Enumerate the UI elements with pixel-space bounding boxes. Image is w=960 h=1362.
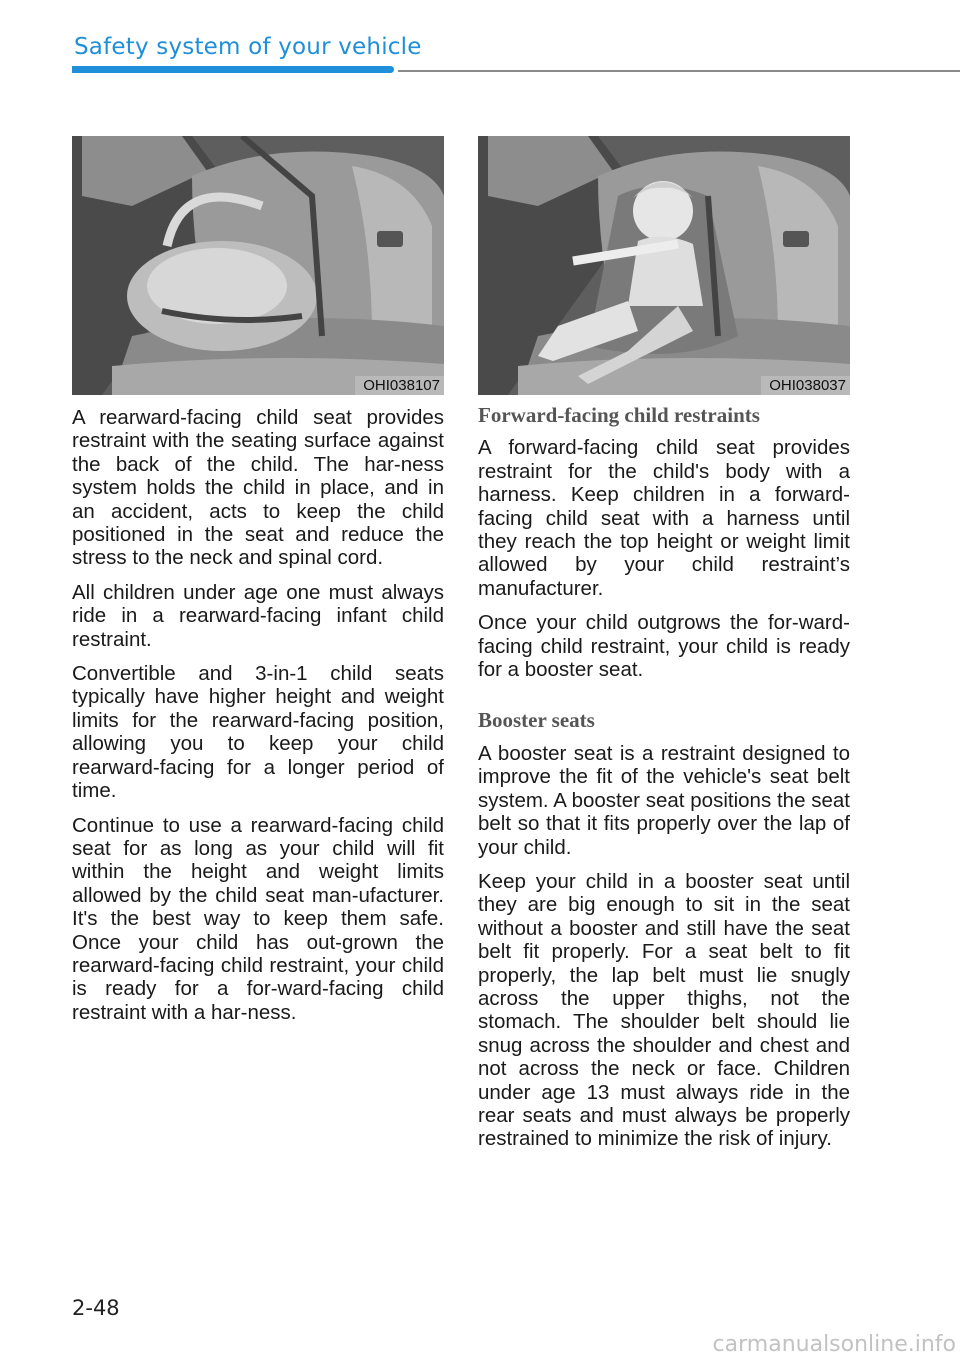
figure-code: OHI038037 (761, 376, 850, 395)
page-number: 2-48 (72, 1296, 120, 1320)
paragraph: Keep your child in a booster seat until they are big enough to sit in the seat without a booster and still have the seat belt fit properly. For a seat belt to fit properly, the lap belt must lie snugly across the upper thighs, not the stomach. The shoulder belt should lie snug across the shoulder and chest and not across the neck or face. Children under age 13 must always ride in the rear seats and must always be properly restrained to minimize the risk of injury. (478, 869, 850, 1151)
section-heading: Forward-facing child restraints (478, 403, 760, 427)
section-heading: Booster seats (478, 708, 595, 733)
left-column (72, 406, 444, 1035)
watermark: carmanualsonline.info (712, 1332, 956, 1357)
paragraph: A rearward-facing child seat provides restraint with the seating surface against the back of the child. The har-ness system holds the child in place, and in an accident, acts to keep the child positioned in the seat and reduce the stress to the neck and spinal cord. (72, 406, 444, 570)
header-accent-bar (72, 66, 394, 73)
figure-forward-facing-seat (478, 136, 850, 395)
rearward-facing-child-seat-illustration-icon (72, 136, 444, 395)
section-title: Safety system of your vehicle (74, 34, 422, 60)
forward-facing-child-seat-illustration-icon (478, 136, 850, 395)
paragraph: All children under age one must always ride in a rearward-facing infant child restraint. (72, 580, 444, 651)
right-column (478, 404, 850, 1162)
paragraph: A booster seat is a restraint designed to improve the fit of the vehicle's seat belt system. A booster seat positions the seat belt so that it fits properly over the lap of your child. (478, 741, 850, 859)
paragraph: Once your child outgrows the for-ward-facing child restraint, your child is ready for a booster seat. (478, 611, 850, 682)
header-rule (398, 70, 960, 72)
paragraph: Convertible and 3-in-1 child seats typically have higher height and weight limits for the rearward-facing position, allowing you to keep your child rearward-facing for a longer period of time. (72, 662, 444, 803)
paragraph: A forward-facing child seat provides restraint for the child's body with a harness. Keep children in a forward-facing child seat with a harness until they reach the top height or weight limit allowed by your child restraint’s manufacturer. (478, 436, 850, 600)
figure-code: OHI038107 (355, 376, 444, 395)
paragraph: Continue to use a rearward-facing child seat for as long as your child will fit within the height and weight limits allowed by the child seat man-ufacturer. It's the best way to keep them safe. Once your child has out-grown the rearward-facing child restraint, your child is ready for a for-ward-facing child restraint with a har-ness. (72, 813, 444, 1024)
figure-rearward-facing-seat (72, 136, 444, 395)
